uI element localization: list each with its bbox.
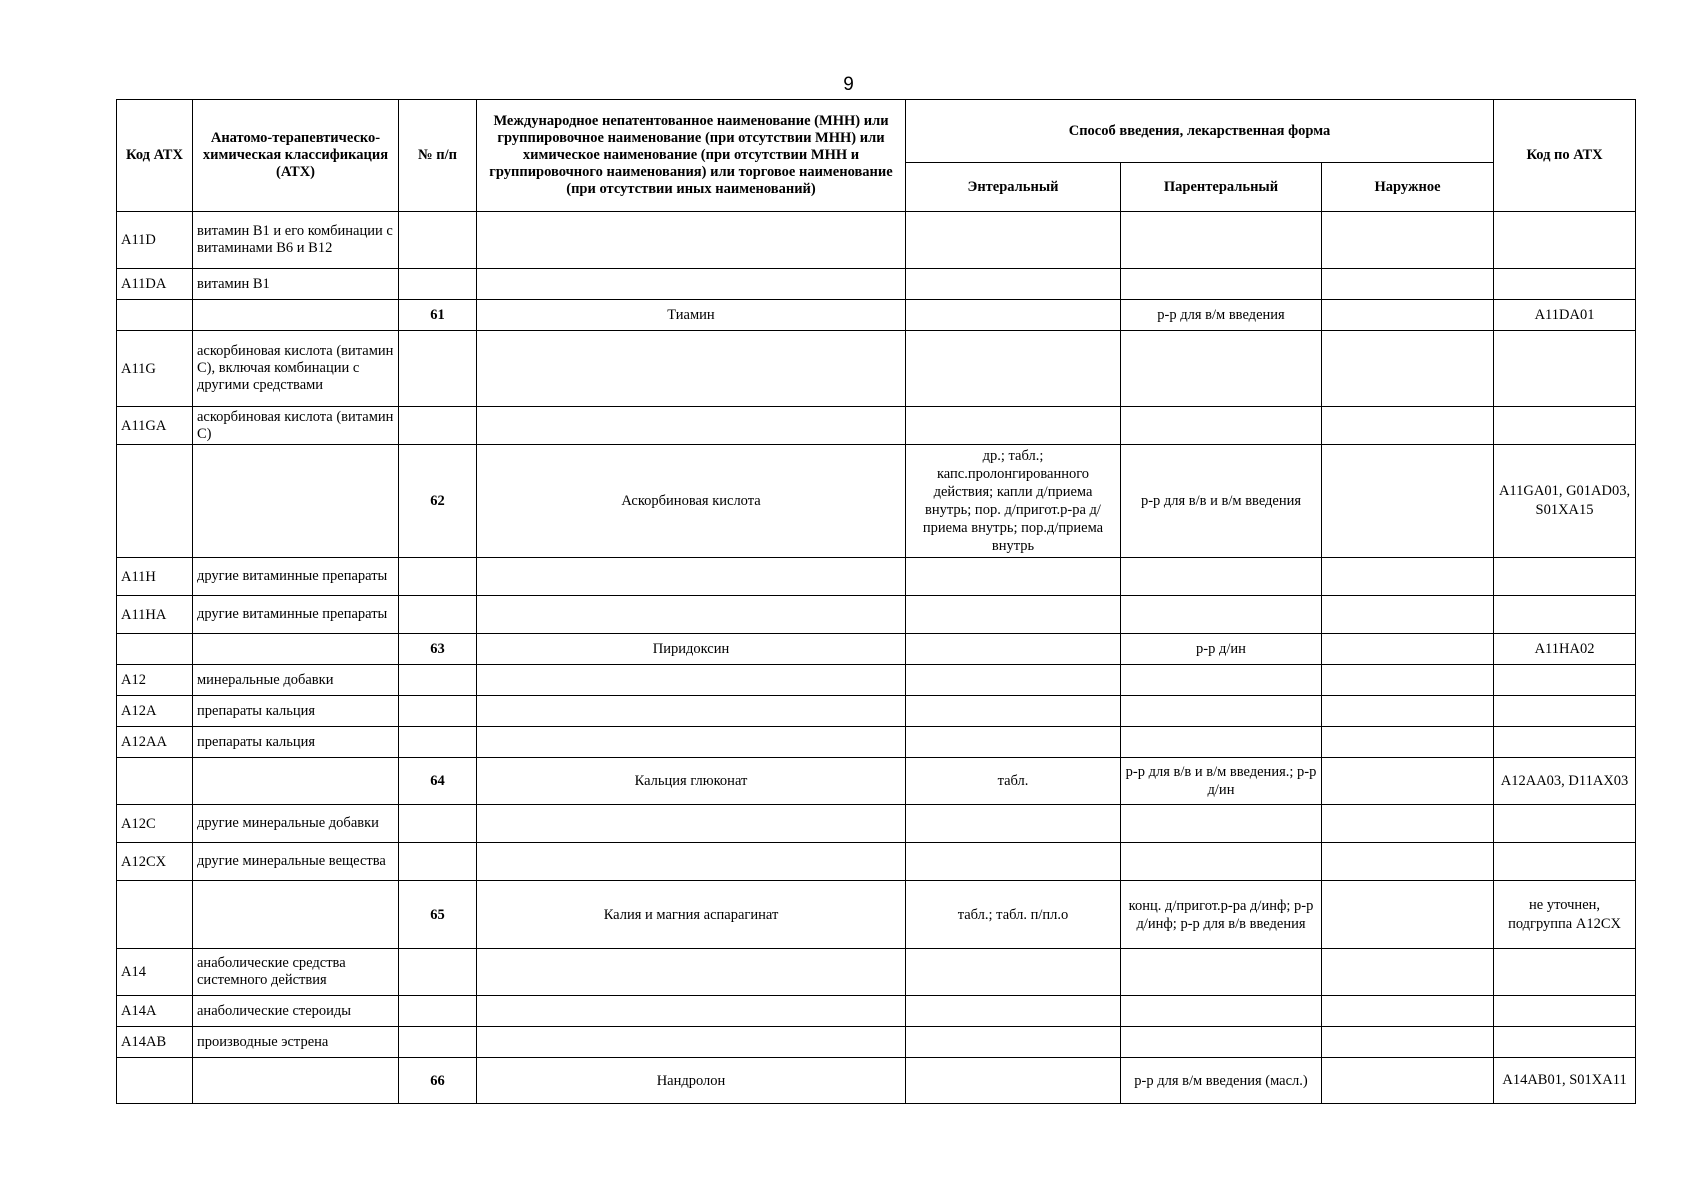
- cell-external: [1322, 212, 1494, 269]
- cell-drug-name: [477, 805, 906, 843]
- cell-number: 63: [399, 634, 477, 665]
- table-row: [117, 758, 1636, 805]
- cell-enteral: [906, 805, 1121, 843]
- cell-drug-name: Нандролон: [477, 1058, 906, 1104]
- cell-atc-code: A14: [117, 949, 193, 996]
- cell-atc-reference: [1494, 407, 1636, 445]
- cell-external: [1322, 996, 1494, 1027]
- table-row: [117, 665, 1636, 696]
- cell-atc-code: A12C: [117, 805, 193, 843]
- cell-atc-reference: A11DA01: [1494, 300, 1636, 331]
- header-enteral: Энтеральный: [906, 163, 1121, 212]
- cell-number: [399, 949, 477, 996]
- table-row: [117, 881, 1636, 949]
- cell-drug-name: [477, 596, 906, 634]
- cell-atc-code: [117, 445, 193, 558]
- header-number: № п/п: [399, 100, 477, 212]
- cell-atc-classification: [193, 1058, 399, 1104]
- table-row: [117, 212, 1636, 269]
- cell-parenteral: [1121, 805, 1322, 843]
- cell-external: [1322, 1058, 1494, 1104]
- table-row: [117, 843, 1636, 881]
- cell-external: [1322, 634, 1494, 665]
- cell-atc-reference: [1494, 331, 1636, 407]
- cell-atc-reference: [1494, 696, 1636, 727]
- cell-enteral: табл.; табл. п/пл.о: [906, 881, 1121, 949]
- cell-parenteral: [1121, 558, 1322, 596]
- table-row: [117, 300, 1636, 331]
- cell-drug-name: [477, 696, 906, 727]
- cell-external: [1322, 805, 1494, 843]
- cell-enteral: [906, 949, 1121, 996]
- cell-number: [399, 407, 477, 445]
- cell-enteral: [906, 696, 1121, 727]
- cell-parenteral: конц. д/пригот.р-ра д/инф; р-р д/инф; р-р для в/в введения: [1121, 881, 1322, 949]
- cell-enteral: [906, 596, 1121, 634]
- cell-parenteral: [1121, 949, 1322, 996]
- drug-table: [116, 99, 1636, 1104]
- cell-number: 64: [399, 758, 477, 805]
- cell-atc-classification: [193, 634, 399, 665]
- cell-atc-code: A11GA: [117, 407, 193, 445]
- header-atc-classification: Анатомо-терапевтическо-химическая классификация (АТХ): [193, 100, 399, 212]
- cell-external: [1322, 881, 1494, 949]
- table-row: [117, 805, 1636, 843]
- cell-drug-name: [477, 407, 906, 445]
- table-row: [117, 1027, 1636, 1058]
- cell-enteral: [906, 269, 1121, 300]
- table-body: [117, 212, 1636, 1104]
- cell-drug-name: [477, 212, 906, 269]
- cell-drug-name: [477, 331, 906, 407]
- cell-atc-code: [117, 1058, 193, 1104]
- cell-atc-code: A14A: [117, 996, 193, 1027]
- cell-atc-reference: [1494, 949, 1636, 996]
- cell-parenteral: р-р для в/м введения: [1121, 300, 1322, 331]
- page-number: 9: [843, 74, 854, 95]
- cell-parenteral: [1121, 996, 1322, 1027]
- cell-atc-reference: [1494, 1027, 1636, 1058]
- cell-parenteral: [1121, 696, 1322, 727]
- cell-enteral: [906, 996, 1121, 1027]
- cell-drug-name: [477, 665, 906, 696]
- cell-parenteral: р-р для в/в и в/м введения.; р-р д/ин: [1121, 758, 1322, 805]
- cell-parenteral: р-р для в/м введения (масл.): [1121, 1058, 1322, 1104]
- cell-atc-reference: не уточнен, подгруппа A12CX: [1494, 881, 1636, 949]
- cell-atc-reference: [1494, 727, 1636, 758]
- cell-atc-code: A12AA: [117, 727, 193, 758]
- cell-external: [1322, 445, 1494, 558]
- table-row: [117, 949, 1636, 996]
- table-row: [117, 596, 1636, 634]
- cell-atc-code: A12CX: [117, 843, 193, 881]
- cell-drug-name: [477, 1027, 906, 1058]
- header-atc-reference: Код по АТХ: [1494, 100, 1636, 212]
- cell-atc-classification: препараты кальция: [193, 727, 399, 758]
- cell-enteral: [906, 843, 1121, 881]
- table-row: [117, 331, 1636, 407]
- cell-drug-name: [477, 558, 906, 596]
- cell-atc-classification: аскорбиновая кислота (витамин C), включая комбинации с другими средствами: [193, 331, 399, 407]
- cell-drug-name: Тиамин: [477, 300, 906, 331]
- cell-atc-code: A14AB: [117, 1027, 193, 1058]
- cell-number: [399, 665, 477, 696]
- cell-parenteral: [1121, 212, 1322, 269]
- cell-parenteral: р-р для в/в и в/м введения: [1121, 445, 1322, 558]
- table-row: [117, 407, 1636, 445]
- cell-number: [399, 996, 477, 1027]
- cell-drug-name: [477, 843, 906, 881]
- cell-enteral: [906, 1058, 1121, 1104]
- cell-number: [399, 558, 477, 596]
- cell-atc-code: A11D: [117, 212, 193, 269]
- header-drug-name: Международное непатентованное наименование (МНН) или группировочное наименование (при отсутствии МНН) или химическое наименование (при отсутствии МНН и группировочного наименования) или торговое наименование (при отсутствии иных наименований): [477, 100, 906, 212]
- cell-atc-code: A12A: [117, 696, 193, 727]
- cell-atc-classification: витамин B1: [193, 269, 399, 300]
- cell-external: [1322, 949, 1494, 996]
- cell-number: 65: [399, 881, 477, 949]
- table-row: [117, 996, 1636, 1027]
- cell-drug-name: [477, 949, 906, 996]
- table-row: [117, 558, 1636, 596]
- cell-atc-code: A11H: [117, 558, 193, 596]
- cell-external: [1322, 843, 1494, 881]
- cell-parenteral: [1121, 596, 1322, 634]
- cell-atc-classification: другие минеральные вещества: [193, 843, 399, 881]
- cell-parenteral: [1121, 331, 1322, 407]
- cell-external: [1322, 665, 1494, 696]
- cell-number: [399, 596, 477, 634]
- cell-atc-reference: A11GA01, G01AD03, S01XA15: [1494, 445, 1636, 558]
- header-parenteral: Парентеральный: [1121, 163, 1322, 212]
- cell-atc-classification: препараты кальция: [193, 696, 399, 727]
- cell-atc-reference: [1494, 269, 1636, 300]
- cell-atc-code: [117, 758, 193, 805]
- cell-number: 62: [399, 445, 477, 558]
- cell-atc-classification: [193, 758, 399, 805]
- cell-atc-reference: [1494, 212, 1636, 269]
- cell-external: [1322, 300, 1494, 331]
- table-row: [117, 1058, 1636, 1104]
- cell-atc-code: A12: [117, 665, 193, 696]
- cell-number: [399, 696, 477, 727]
- cell-atc-classification: аскорбиновая кислота (витамин C): [193, 407, 399, 445]
- cell-atc-classification: [193, 445, 399, 558]
- cell-drug-name: [477, 727, 906, 758]
- cell-parenteral: [1121, 843, 1322, 881]
- cell-parenteral: р-р д/ин: [1121, 634, 1322, 665]
- cell-external: [1322, 1027, 1494, 1058]
- cell-atc-code: A11HA: [117, 596, 193, 634]
- cell-drug-name: [477, 996, 906, 1027]
- cell-number: 61: [399, 300, 477, 331]
- cell-enteral: [906, 300, 1121, 331]
- cell-enteral: [906, 212, 1121, 269]
- table-row: [117, 445, 1636, 558]
- cell-drug-name: Калия и магния аспарагинат: [477, 881, 906, 949]
- cell-drug-name: Аскорбиновая кислота: [477, 445, 906, 558]
- cell-external: [1322, 596, 1494, 634]
- cell-enteral: [906, 407, 1121, 445]
- cell-atc-reference: A12AA03, D11AX03: [1494, 758, 1636, 805]
- cell-enteral: [906, 558, 1121, 596]
- cell-atc-classification: производные эстрена: [193, 1027, 399, 1058]
- cell-atc-classification: витамин B1 и его комбинации с витаминами B6 и B12: [193, 212, 399, 269]
- cell-atc-code: [117, 881, 193, 949]
- cell-atc-reference: [1494, 805, 1636, 843]
- cell-external: [1322, 696, 1494, 727]
- cell-number: [399, 843, 477, 881]
- cell-parenteral: [1121, 727, 1322, 758]
- cell-atc-classification: другие витаминные препараты: [193, 596, 399, 634]
- cell-atc-reference: [1494, 558, 1636, 596]
- cell-atc-reference: A14AB01, S01XA11: [1494, 1058, 1636, 1104]
- cell-enteral: [906, 634, 1121, 665]
- cell-parenteral: [1121, 407, 1322, 445]
- cell-drug-name: [477, 269, 906, 300]
- cell-atc-code: A11G: [117, 331, 193, 407]
- header-atc-code: Код АТХ: [117, 100, 193, 212]
- cell-number: [399, 331, 477, 407]
- cell-external: [1322, 727, 1494, 758]
- cell-drug-name: Пиридоксин: [477, 634, 906, 665]
- cell-number: [399, 212, 477, 269]
- cell-parenteral: [1121, 665, 1322, 696]
- cell-atc-reference: [1494, 996, 1636, 1027]
- cell-atc-code: [117, 634, 193, 665]
- table-row: [117, 696, 1636, 727]
- cell-parenteral: [1121, 269, 1322, 300]
- cell-number: [399, 269, 477, 300]
- cell-enteral: [906, 1027, 1121, 1058]
- cell-atc-classification: [193, 300, 399, 331]
- cell-atc-classification: минеральные добавки: [193, 665, 399, 696]
- cell-drug-name: Кальция глюконат: [477, 758, 906, 805]
- cell-atc-code: [117, 300, 193, 331]
- cell-enteral: [906, 331, 1121, 407]
- header-route-group: Способ введения, лекарственная форма: [906, 100, 1494, 163]
- cell-external: [1322, 758, 1494, 805]
- cell-external: [1322, 558, 1494, 596]
- cell-enteral: [906, 727, 1121, 758]
- cell-atc-classification: анаболические стероиды: [193, 996, 399, 1027]
- cell-atc-reference: A11HA02: [1494, 634, 1636, 665]
- cell-atc-reference: [1494, 843, 1636, 881]
- header-external: Наружное: [1322, 163, 1494, 212]
- cell-parenteral: [1121, 1027, 1322, 1058]
- cell-atc-classification: другие минеральные добавки: [193, 805, 399, 843]
- cell-atc-reference: [1494, 596, 1636, 634]
- cell-number: [399, 727, 477, 758]
- cell-external: [1322, 407, 1494, 445]
- cell-enteral: др.; табл.; капс.пролонгированного действия; капли д/приема внутрь; пор. д/пригот.р-ра д/приема внутрь; пор.д/приема внутрь: [906, 445, 1121, 558]
- cell-number: [399, 805, 477, 843]
- table-row: [117, 727, 1636, 758]
- cell-number: [399, 1027, 477, 1058]
- cell-number: 66: [399, 1058, 477, 1104]
- table-row: [117, 634, 1636, 665]
- cell-enteral: табл.: [906, 758, 1121, 805]
- table-row: [117, 269, 1636, 300]
- cell-external: [1322, 269, 1494, 300]
- cell-atc-classification: анаболические средства системного действия: [193, 949, 399, 996]
- cell-atc-code: A11DA: [117, 269, 193, 300]
- cell-atc-classification: [193, 881, 399, 949]
- cell-external: [1322, 331, 1494, 407]
- cell-enteral: [906, 665, 1121, 696]
- cell-atc-classification: другие витаминные препараты: [193, 558, 399, 596]
- cell-atc-reference: [1494, 665, 1636, 696]
